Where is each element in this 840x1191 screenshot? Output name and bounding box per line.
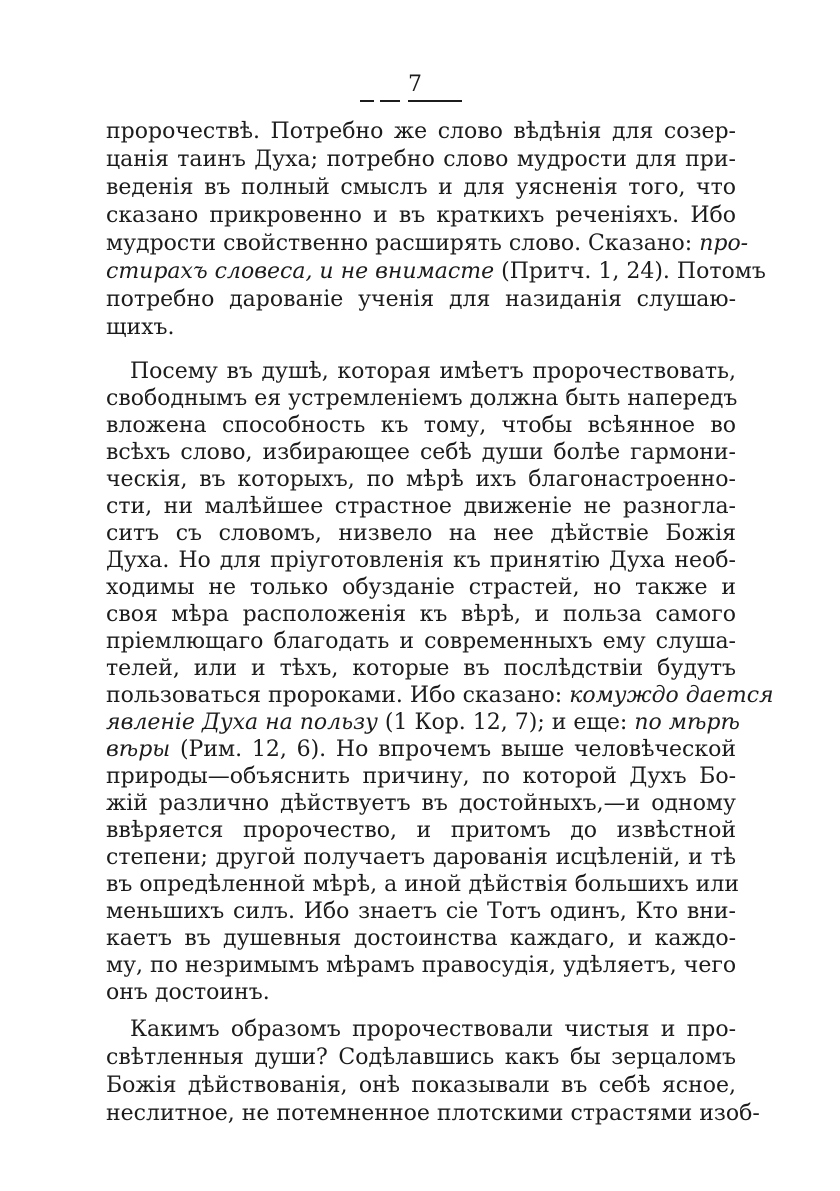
text-span: неслитное, не потемненное плотскими страстями изоб- [106,1101,760,1126]
text-span: Посему въ душѣ, которая имѣетъ пророчествовать, [130,359,736,384]
text-span: Какимъ образомъ пророчествовали чистыя и про- [130,1017,736,1042]
text-line [106,314,736,342]
page-header [360,72,470,112]
text-line [130,358,736,385]
text-span: пользоваться пророками. Ибо сказано: [106,683,570,708]
text-span: вложена способность къ тому, чтобы всѣянное во [106,413,736,438]
text-span: сказано прикровенно и въ краткихъ реченіяхъ. Ибо [106,203,736,228]
italic-quote: явленіе Духа на пользу [106,710,378,735]
text-line [106,601,736,628]
text-span: сти, ни малѣйшее страстное движеніе не разногла- [106,494,736,519]
text-span: всѣхъ слово, избирающее себѣ души болѣе гармони- [106,440,736,465]
text-line [106,871,739,898]
text-span: меньшихъ силъ. Ибо знаетъ сіе Тотъ одинъ, Кто вни- [106,899,736,924]
text-span: въ опредѣленной мѣрѣ, а иной дѣйствія большихъ или [106,872,739,897]
text-line [106,230,749,258]
text-line [106,898,736,925]
text-line [106,736,736,763]
text-span: природы—объяснить причину, по которой Духъ Бо- [106,764,736,789]
text-span: щихъ. [106,315,175,340]
text-line [106,628,736,655]
text-line [106,286,736,314]
text-line [106,1072,736,1100]
text-line [106,385,736,412]
text-line [106,763,736,790]
italic-quote: вѣры [106,737,171,762]
header-rule [380,100,400,102]
text-span: Духа. Но для пріуготовленія къ принятію Духа необ- [106,548,736,573]
text-span: жій различно дѣйствуетъ въ достойныхъ,—и одному [106,791,736,816]
text-span: му, по незримымъ мѣрамъ правосудія, удѣляетъ, чего [106,953,737,978]
text-span: онъ достоинъ. [106,980,270,1005]
page-number: 7 [408,72,422,97]
text-span: пріемлющаго благодать и современныхъ ему слуша- [106,629,736,654]
text-span: ситъ съ словомъ, низвело на нее дѣйствіе Божія [106,521,736,546]
text-line [106,118,736,146]
header-rule [408,100,462,102]
text-span: ввѣряется пророчество, и притомъ до извѣстной [106,818,736,843]
text-line [106,493,736,520]
italic-quote: про- [699,231,749,256]
text-line [106,790,736,817]
text-line [106,844,736,871]
text-span: Божія дѣйствованія, онѣ показывали въ себѣ ясное, [106,1073,736,1098]
italic-quote: стирахъ словеса, и не внимасте [106,259,495,284]
text-span: потребно дарованіе ученія для назиданія слушаю- [106,287,736,312]
text-span: пророчествѣ. Потребно же слово вѣдѣнія для созер- [106,119,736,144]
text-span: степени; другой получаетъ дарованія исцѣленій, и тѣ [106,845,736,870]
text-line [106,520,736,547]
text-line [106,258,766,286]
text-line [106,817,736,844]
text-line [106,952,736,979]
text-line [106,466,736,493]
text-line [106,547,736,574]
text-span: свободнымъ ея устремленіемъ должна быть напередъ [106,386,738,411]
text-span: (Притч. 1, 24). Потомъ [494,259,766,284]
text-line [106,709,740,736]
header-rule [360,100,374,102]
text-span: ческія, въ которыхъ, по мѣрѣ ихъ благонастроенно- [106,467,736,492]
text-span: мудрости свойственно расширять слово. Сказано: [106,231,700,256]
text-span: цанія таинъ Духа; потребно слово мудрости для при- [106,147,736,172]
text-span: (Рим. 12, 6). Но впрочемъ выше человѣческой [170,737,736,762]
text-line [130,1016,736,1044]
italic-quote: по мѣрѣ [634,710,740,735]
text-span: ходимы не только обузданіе страстей, но также и [106,575,736,600]
text-span: (1 Кор. 12, 7); и еще: [377,710,635,735]
text-line [106,574,736,601]
text-line [106,655,736,682]
text-line [106,174,736,202]
text-line [106,979,736,1006]
text-line [106,412,736,439]
text-span: телей, или и тѣхъ, которые въ послѣдствіи будутъ [106,656,736,681]
text-span: каетъ въ душевныя достоинства каждаго, и каждо- [106,926,736,951]
text-line [106,146,736,174]
text-span: своя мѣра расположенія къ вѣрѣ, и польза самого [106,602,736,627]
text-span: веденія въ полный смыслъ и для уясненія того, что [106,175,736,200]
text-line [106,439,736,466]
text-line [106,1044,736,1072]
italic-quote: комуждо дается [569,683,774,708]
text-line [106,682,774,709]
text-line [106,925,736,952]
text-line [106,1100,760,1128]
text-span: свѣтленныя души? Содѣлавшись какъ бы зерцаломъ [106,1045,736,1070]
text-line [106,202,736,230]
